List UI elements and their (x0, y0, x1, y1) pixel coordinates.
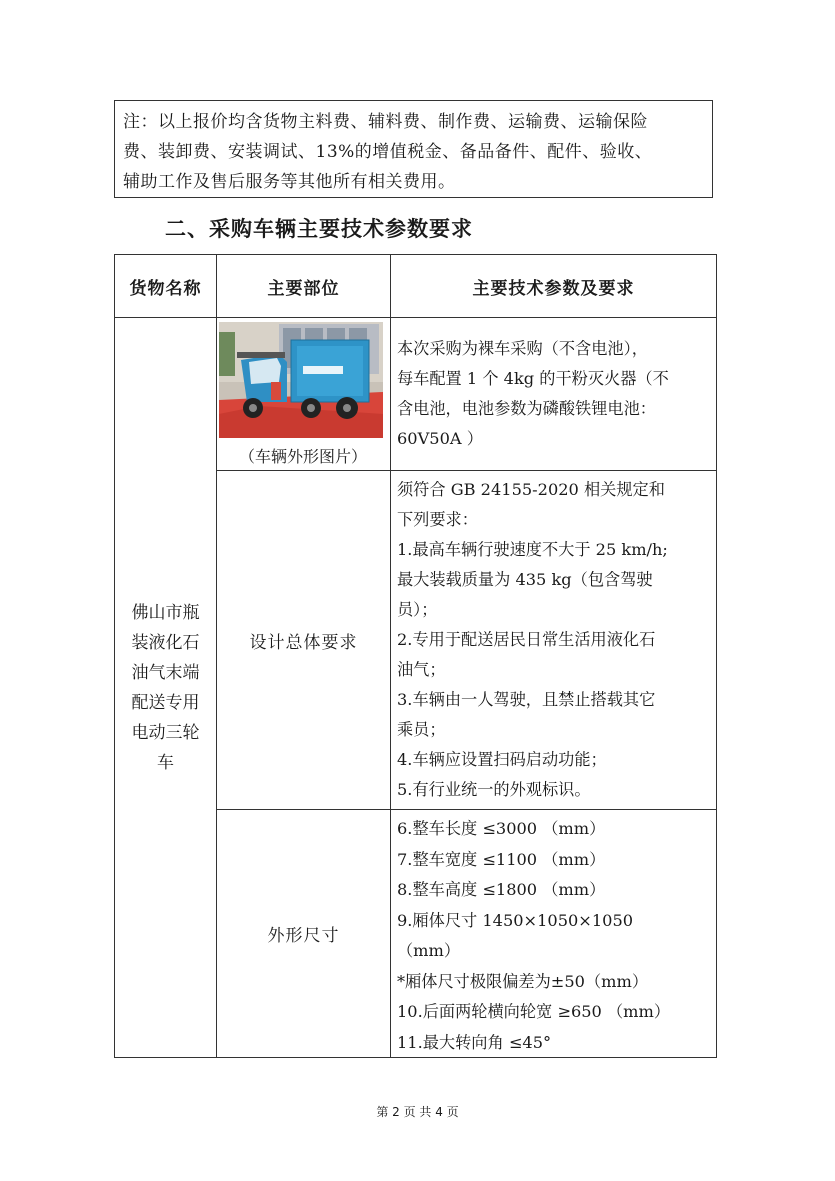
param-line: 11.最大转向角 ≤45° (397, 1032, 552, 1052)
param-line: 60V50A ） (397, 429, 483, 448)
param-line: 最大装载质量为 435 kg（包含驾驶 (397, 570, 653, 589)
param-line: 10.后面两轮横向轮宽 ≥650 （mm） (397, 1002, 671, 1021)
goods-name: 佛山市瓶装液化石油气末端配送专用电动三轮车 (131, 602, 200, 773)
param-line: 4.车辆应设置扫码启动功能； (397, 750, 607, 769)
dimension-label-cell (216, 809, 391, 1058)
price-note-box (114, 100, 713, 198)
note-line: 费、装卸费、安装调试、13%的增值税金、备品备件、配件、验收、 (123, 142, 653, 162)
param-line: 须符合 GB 24155-2020 相关规定和 (397, 480, 665, 499)
param-line: 1.最高车辆行驶速度不大于 25 km/h; (397, 540, 668, 559)
goods-name-cell (114, 317, 217, 1058)
photo-params-cell (390, 317, 717, 471)
param-line: 每车配置 1 个 4kg 的干粉灭火器（不 (397, 369, 669, 388)
section-title: 二、采购车辆主要技术参数要求 (165, 217, 473, 241)
param-line: 2.专用于配送居民日常生活用液化石 (397, 630, 656, 649)
note-line: 辅助工作及售后服务等其他所有相关费用。 (123, 172, 456, 192)
param-line: 员）； (397, 600, 438, 619)
param-line: 下列要求： (397, 510, 478, 529)
note-line: 注：以上报价均含货物主料费、辅料费、制作费、运输费、运输保险 (123, 112, 648, 132)
param-line: 乘员； (397, 720, 446, 739)
dimension-params-cell (390, 809, 717, 1058)
param-line: 3.车辆由一人驾驶，且禁止搭载其它 (397, 690, 656, 709)
header-main-part: 主要部位 (216, 254, 391, 318)
page-footer: 第 2 页 共 4 页 (376, 1105, 459, 1119)
param-line: *厢体尺寸极限偏差为±50（mm） (397, 971, 649, 991)
param-line: 5.有行业统一的外观标识。 (397, 780, 591, 799)
dimension-label: 外形尺寸 (267, 926, 340, 946)
param-line: 8.整车高度 ≤1800 （mm） (397, 880, 606, 899)
param-line: 7.整车宽度 ≤1100 （mm） (397, 849, 606, 869)
vehicle-photo-illustration (219, 322, 383, 438)
photo-caption: （车辆外形图片） (238, 447, 367, 466)
param-line: 油气； (397, 660, 446, 679)
design-label: 设计总体要求 (249, 632, 358, 653)
param-line: 6.整车长度 ≤3000 （mm） (397, 819, 606, 838)
header-goods-name: 货物名称 (114, 254, 217, 318)
vehicle-photo (219, 322, 383, 438)
header-tech-params: 主要技术参数及要求 (390, 254, 717, 318)
param-line: 本次采购为裸车采购（不含电池）， (397, 339, 648, 358)
param-line: 9.厢体尺寸 1450×1050×1050 (397, 910, 634, 930)
design-label-cell (216, 470, 391, 810)
param-line: 含电池，电池参数为磷酸铁锂电池： (397, 399, 656, 418)
design-params-cell (390, 470, 717, 810)
param-line: （mm） (397, 941, 461, 960)
